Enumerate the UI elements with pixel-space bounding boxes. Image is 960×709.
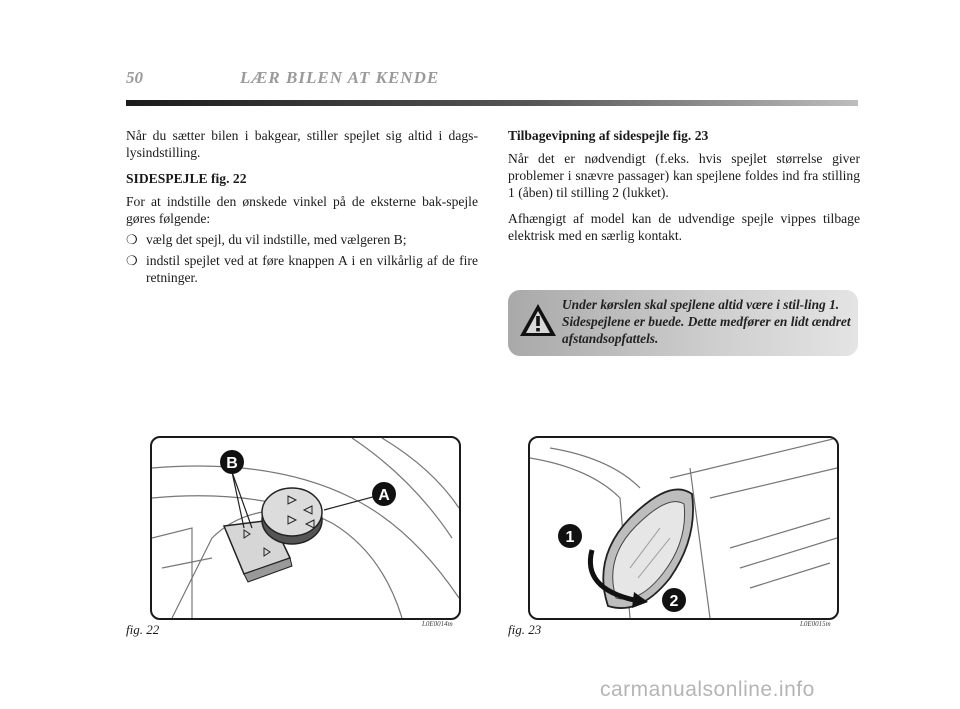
intro-paragraph: Når du sætter bilen i bakgear, stiller spejlet sig altid i dags-lysindstilling. (126, 128, 478, 160)
mirror-foldback-illustration (530, 438, 837, 618)
bullet-text: vælg det spejl, du vil indstille, med vælgeren B; (146, 232, 407, 247)
figure-caption: fig. 22 (126, 622, 160, 637)
bullet-item (126, 231, 478, 248)
warning-box (508, 290, 858, 356)
callout-a: A (378, 487, 390, 504)
section-heading-mirrors: SIDESPEJLE fig. 22 (126, 171, 247, 186)
page-number: 50 (126, 68, 143, 87)
figure-23-mirror-foldback (528, 436, 839, 620)
left-column (126, 127, 478, 290)
figure-code: L0E0014m (422, 620, 453, 628)
electric-paragraph: Afhængigt af model kan de udvendige spejle vippes tilbage elektrisk med en særlig kontakt. (508, 211, 860, 243)
section-heading-foldback: Tilbagevipning af sidespejle fig. 23 (508, 128, 709, 143)
watermark: carmanualsonline.info (600, 678, 815, 701)
foldback-paragraph: Når det er nødvendigt (f.eks. hvis spejlet størrelse giver problemer i snævre passager) kan spejlene foldes ind fra stilling 1 (åben) til stilling 2 (lukket). (508, 151, 860, 200)
callout-1: 1 (565, 529, 575, 546)
instruction-paragraph: For at indstille den ønskede vinkel på de eksterne bak-spejle gøres følgende: (126, 194, 478, 226)
warning-text: Under kørslen skal spejlene altid være i stil-ling 1. Sidespejlene er buede. Dette medfører en lidt ændret afstandsopfattels. (562, 297, 851, 346)
bullet-mark: ❍ (126, 253, 138, 268)
header-rule (126, 100, 858, 106)
adjust-knob-a (262, 488, 322, 544)
figure-code: L0E0015m (800, 620, 831, 628)
warning-triangle-icon (518, 302, 558, 338)
figure-22-mirror-controls (150, 436, 461, 620)
section-title: LÆR BILEN AT KENDE (240, 68, 440, 87)
bullet-item (126, 252, 478, 286)
callout-2: 2 (669, 593, 679, 610)
bullet-mark: ❍ (126, 232, 138, 247)
bullet-text: indstil spejlet ved at føre knappen A i en vilkårlig af de fire retninger. (146, 253, 478, 285)
mirror-control-illustration (152, 438, 459, 618)
callout-b: B (226, 455, 238, 472)
figure-caption: fig. 23 (508, 622, 542, 637)
right-column (508, 127, 860, 253)
